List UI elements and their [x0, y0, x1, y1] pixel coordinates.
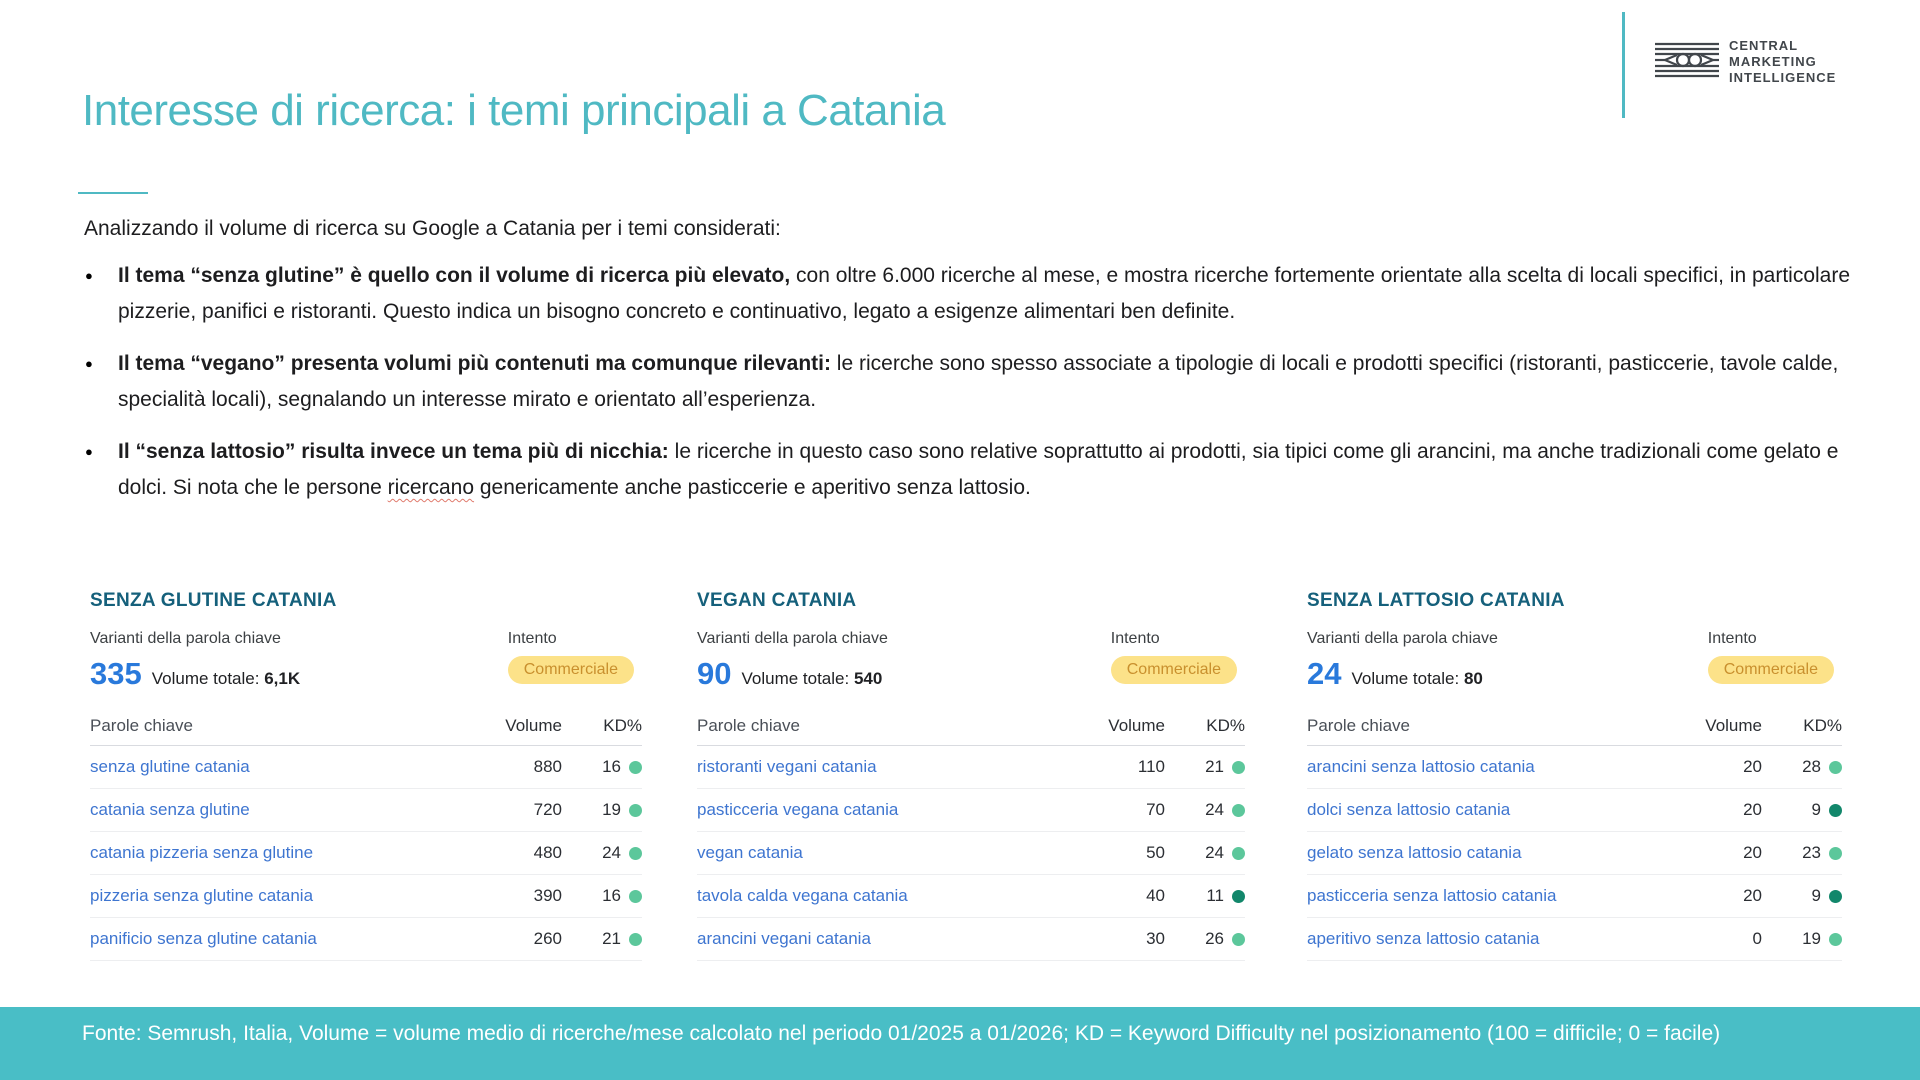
- table-row: [697, 918, 1245, 961]
- keyword-card: [1307, 590, 1842, 961]
- intent-badge: Commerciale: [508, 656, 634, 684]
- keyword-table: [1307, 716, 1842, 961]
- intent-badge: Commerciale: [1111, 656, 1237, 684]
- kd-difficulty-dot: [1232, 761, 1245, 774]
- volume-value: 70: [1146, 800, 1165, 819]
- company-logo: [1655, 38, 1836, 86]
- volume-value: 880: [533, 757, 562, 776]
- logo-line-2: MARKETING: [1729, 54, 1817, 69]
- table-row: [697, 746, 1245, 789]
- bullet-text: le ricerche sono spesso associate a tipologie di locali e prodotti specifici (ristoranti, pasticcerie, tavole calde, specialità locali), segnalando un interesse mirato e orientato all’esperienza.: [118, 352, 1839, 411]
- volume-total-label: Volume totale:: [1351, 669, 1460, 688]
- keyword-card-meta: [697, 630, 1245, 692]
- column-header-keyword: Parole chiave: [90, 716, 194, 735]
- volume-total-value: 6,1K: [264, 669, 301, 688]
- volume-value: 20: [1743, 843, 1762, 862]
- table-row: [697, 875, 1245, 918]
- keyword-link[interactable]: pasticceria vegana catania: [697, 800, 899, 819]
- volume-total-label: Volume totale:: [741, 669, 850, 688]
- logo-line-3: INTELLIGENCE: [1729, 70, 1837, 85]
- table-row: [90, 789, 642, 832]
- bullet-text: genericamente anche pasticcerie e aperitivo senza lattosio.: [474, 476, 1031, 499]
- kd-cell: [1762, 843, 1842, 863]
- keyword-link[interactable]: ristoranti vegani catania: [697, 757, 877, 776]
- keyword-card: [697, 590, 1245, 961]
- table-row: [697, 789, 1245, 832]
- kd-cell: [562, 843, 642, 863]
- column-header-volume: Volume: [505, 716, 562, 735]
- column-header-keyword: Parole chiave: [697, 716, 801, 735]
- footer-bar: [0, 1007, 1920, 1080]
- kd-value: 19: [602, 800, 621, 819]
- kd-difficulty-dot: [1232, 933, 1245, 946]
- variants-block: [90, 630, 300, 692]
- variants-label: Varianti della parola chiave: [697, 630, 888, 647]
- bullet-text: con oltre 6.000 ricerche al mese, e mostra ricerche fortemente orientate alla scelta di locali specifici, in particolare pizzerie, panifici e ristoranti. Questo indica un bisogno concreto e continuativo, legato a esigenze alimentari ben definite.: [118, 264, 1851, 323]
- intent-label: Intento: [1110, 630, 1160, 647]
- bullet-lead: Il tema “vegano” presenta volumi più contenuti ma comunque rilevanti:: [118, 352, 831, 375]
- kd-cell: [1762, 929, 1842, 949]
- keyword-card-title: VEGAN CATANIA: [697, 590, 857, 611]
- column-header-keyword: Parole chiave: [1307, 716, 1411, 735]
- kd-cell: [1165, 800, 1245, 820]
- keyword-card-meta: [1307, 630, 1842, 692]
- keyword-card-meta: [90, 630, 642, 692]
- volume-value: 110: [1137, 757, 1165, 776]
- volume-value: 0: [1752, 929, 1762, 948]
- kd-value: 16: [602, 757, 621, 776]
- source-note: Fonte: Semrush, Italia, Volume = volume medio di ricerche/mese calcolato nel periodo 01/2025 a 01/2026; KD = Keyword Difficulty nel posizionamento (100 = difficile; 0 = facile): [82, 1022, 1721, 1045]
- kd-difficulty-dot: [1829, 847, 1842, 860]
- kd-difficulty-dot: [629, 847, 642, 860]
- table-row: [697, 832, 1245, 875]
- table-row: [1307, 746, 1842, 789]
- kd-cell: [1165, 886, 1245, 906]
- kd-difficulty-dot: [629, 804, 642, 817]
- kd-value: 16: [602, 886, 621, 905]
- table-row: [90, 832, 642, 875]
- keyword-link[interactable]: tavola calda vegana catania: [697, 886, 908, 905]
- volume-value: 50: [1146, 843, 1165, 862]
- kd-difficulty-dot: [1829, 890, 1842, 903]
- volume-value: 480: [533, 843, 562, 862]
- volume-total: [152, 669, 300, 689]
- volume-total-value: 540: [853, 669, 883, 688]
- bullet-item: [118, 258, 1858, 330]
- keyword-table-body: [1307, 746, 1842, 961]
- kd-difficulty-dot: [1232, 890, 1245, 903]
- volume-total-label: Volume totale:: [151, 669, 260, 688]
- table-row: [90, 918, 642, 961]
- kd-value: 9: [1811, 886, 1821, 905]
- kd-value: 24: [602, 843, 621, 862]
- kd-cell: [562, 929, 642, 949]
- volume-value: 20: [1743, 886, 1762, 905]
- keyword-table-body: [697, 746, 1245, 961]
- kd-value: 21: [602, 929, 621, 948]
- keyword-table-header: [1307, 716, 1842, 746]
- variants-label: Varianti della parola chiave: [1307, 630, 1498, 647]
- kd-difficulty-dot: [629, 761, 642, 774]
- bullet-lead: Il tema “senza glutine” è quello con il volume di ricerca più elevato,: [118, 264, 791, 287]
- keyword-table: [697, 716, 1245, 961]
- variants-line: [1307, 656, 1498, 692]
- volume-value: 720: [533, 800, 562, 819]
- title-underline: [78, 192, 148, 194]
- keyword-link[interactable]: catania senza glutine: [90, 800, 250, 819]
- kd-cell: [1165, 929, 1245, 949]
- logo-wordmark: [1729, 38, 1836, 86]
- kd-difficulty-dot: [1829, 761, 1842, 774]
- table-row: [1307, 789, 1842, 832]
- variants-count: 90: [697, 656, 732, 691]
- table-row: [1307, 918, 1842, 961]
- bullet-text: le ricerche in questo caso sono relative soprattutto ai prodotti, sia tipici come gli arancini, ma anche tradizionali come gelato e dolci. Si nota che le persone: [118, 440, 1839, 499]
- variants-label: Varianti della parola chiave: [90, 630, 281, 647]
- kd-value: 23: [1802, 843, 1821, 862]
- column-header-volume: Volume: [1705, 716, 1762, 735]
- keyword-card: [90, 590, 642, 961]
- keyword-card-title: SENZA GLUTINE CATANIA: [90, 590, 337, 611]
- kd-value: 26: [1205, 929, 1224, 948]
- kd-cell: [1762, 757, 1842, 777]
- kd-difficulty-dot: [629, 890, 642, 903]
- kd-value: 9: [1811, 800, 1821, 819]
- kd-difficulty-dot: [1829, 933, 1842, 946]
- table-row: [1307, 832, 1842, 875]
- keyword-link[interactable]: dolci senza lattosio catania: [1307, 800, 1511, 819]
- variants-block: [697, 630, 888, 692]
- bullet-list: [118, 258, 1858, 522]
- volume-total-value: 80: [1463, 669, 1483, 688]
- intent-label: Intento: [507, 630, 557, 647]
- central-marketing-intelligence-logo-icon: [1655, 40, 1719, 85]
- kd-cell: [562, 886, 642, 906]
- kd-value: 21: [1205, 757, 1224, 776]
- variants-count: 24: [1307, 656, 1342, 691]
- kd-cell: [562, 800, 642, 820]
- variants-line: [90, 656, 300, 692]
- keyword-link[interactable]: panificio senza glutine catania: [90, 929, 317, 948]
- variants-count: 335: [90, 656, 142, 691]
- page-title: Interesse di ricerca: i temi principali a Catania: [82, 86, 946, 135]
- kd-value: 24: [1205, 843, 1224, 862]
- kd-difficulty-dot: [629, 933, 642, 946]
- keyword-link[interactable]: pasticceria senza lattosio catania: [1307, 886, 1557, 905]
- kd-cell: [1762, 800, 1842, 820]
- table-row: [1307, 875, 1842, 918]
- intent-block: [1111, 630, 1237, 692]
- bullet-item: [118, 434, 1858, 506]
- keyword-link[interactable]: pizzeria senza glutine catania: [90, 886, 314, 905]
- volume-value: 40: [1146, 886, 1165, 905]
- kd-difficulty-dot: [1829, 804, 1842, 817]
- kd-difficulty-dot: [1232, 804, 1245, 817]
- logo-divider-line: [1622, 12, 1625, 118]
- table-row: [90, 875, 642, 918]
- intent-block: [1708, 630, 1834, 692]
- variants-block: [1307, 630, 1498, 692]
- intent-label: Intento: [1707, 630, 1757, 647]
- keyword-link[interactable]: senza glutine catania: [90, 757, 250, 776]
- tables-row: [0, 590, 1920, 980]
- variants-line: [697, 656, 888, 692]
- spellcheck-word: ricercano: [387, 476, 475, 499]
- kd-value: 24: [1205, 800, 1224, 819]
- keyword-card-title: SENZA LATTOSIO CATANIA: [1307, 590, 1565, 611]
- volume-value: 30: [1146, 929, 1165, 948]
- keyword-link[interactable]: gelato senza lattosio catania: [1307, 843, 1522, 862]
- column-header-volume: Volume: [1108, 716, 1165, 735]
- kd-value: 11: [1206, 886, 1224, 905]
- intro-paragraph: Analizzando il volume di ricerca su Google a Catania per i temi considerati:: [84, 217, 781, 240]
- kd-value: 28: [1802, 757, 1821, 776]
- kd-cell: [562, 757, 642, 777]
- keyword-table-body: [90, 746, 642, 961]
- bullet-lead: Il “senza lattosio” risulta invece un tema più di nicchia:: [118, 440, 669, 463]
- volume-total: [741, 669, 882, 689]
- kd-cell: [1165, 843, 1245, 863]
- intent-badge: Commerciale: [1708, 656, 1834, 684]
- volume-value: 260: [533, 929, 562, 948]
- column-header-kd: KD%: [1803, 716, 1842, 735]
- keyword-link[interactable]: arancini senza lattosio catania: [1307, 757, 1535, 776]
- column-header-kd: KD%: [1206, 716, 1245, 735]
- logo-line-1: CENTRAL: [1729, 38, 1799, 53]
- kd-value: 19: [1802, 929, 1821, 948]
- volume-value: 20: [1743, 800, 1762, 819]
- column-header-kd: KD%: [603, 716, 642, 735]
- keyword-table-header: [697, 716, 1245, 746]
- keyword-link[interactable]: catania pizzeria senza glutine: [90, 843, 314, 862]
- kd-difficulty-dot: [1232, 847, 1245, 860]
- keyword-link[interactable]: vegan catania: [697, 843, 803, 862]
- volume-value: 20: [1743, 757, 1762, 776]
- table-row: [90, 746, 642, 789]
- intent-block: [508, 630, 634, 692]
- keyword-table: [90, 716, 642, 961]
- keyword-table-header: [90, 716, 642, 746]
- kd-cell: [1762, 886, 1842, 906]
- keyword-link[interactable]: arancini vegani catania: [697, 929, 871, 948]
- keyword-link[interactable]: aperitivo senza lattosio catania: [1307, 929, 1540, 948]
- volume-value: 390: [533, 886, 562, 905]
- volume-total: [1351, 669, 1482, 689]
- bullet-item: [118, 346, 1858, 418]
- kd-cell: [1165, 757, 1245, 777]
